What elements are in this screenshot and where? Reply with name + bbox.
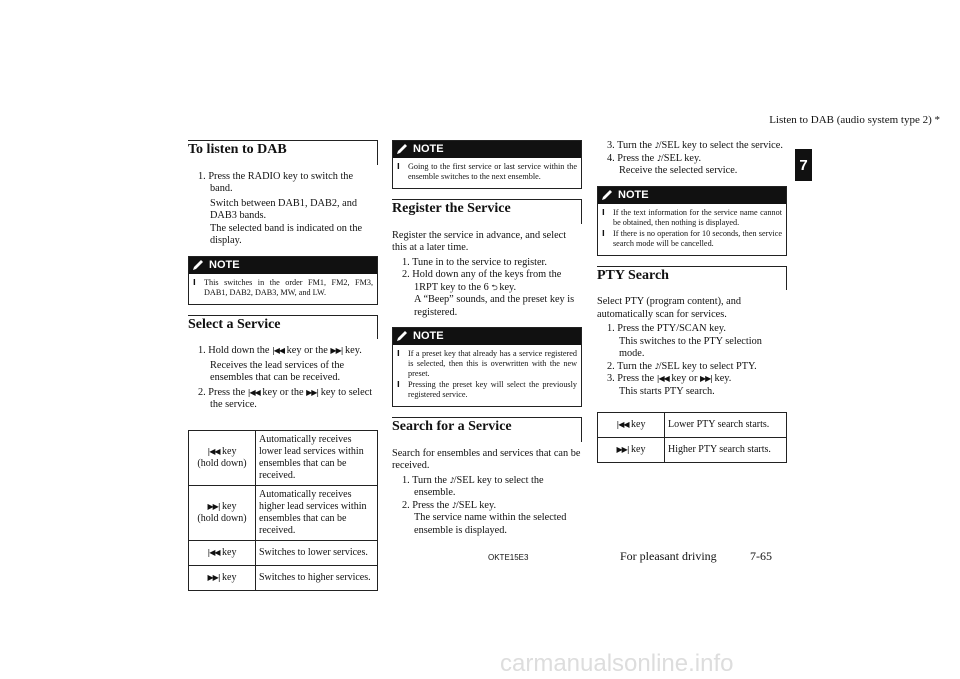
doc-code: OKTE15E3 (488, 553, 529, 562)
t: key (631, 419, 646, 430)
register-intro: Register the service in advance, and select this at a later time. (392, 229, 567, 253)
dial-icon: ♪ (654, 141, 659, 150)
dial-icon: ♪ (654, 361, 659, 371)
skip-forward-icon: ▶▶| (306, 387, 319, 397)
note-header (393, 141, 581, 158)
t: 3. Press the (607, 373, 655, 384)
skip-back-icon: |◀◀ (656, 374, 669, 383)
bullet-icon: l (602, 228, 605, 238)
note-text: If there is no operation for 10 seconds, then service search mode will be cancelled. (613, 228, 782, 248)
note-text: This switches in the order FM1, FM2, FM3, DAB1, DAB2, DAB3, MW, and LW. (204, 277, 373, 297)
t: 1. Hold down the (198, 345, 270, 356)
search-step-2 (392, 500, 582, 513)
note-text: Going to the first service or last service within the ensemble switches to the next ensemble. (408, 162, 577, 181)
table-row (189, 430, 378, 485)
t: /SEL key to select the service. (658, 140, 783, 151)
note-text: If the text information for the service name cannot be obtained, then nothing is displayed. (613, 207, 782, 227)
bullet-icon: l (602, 207, 605, 217)
skip-back-icon: |◀◀ (616, 420, 629, 429)
key-cell (189, 540, 256, 565)
t: (hold down) (197, 512, 247, 524)
t: /SEL key to select the ensemble. (414, 474, 544, 498)
pty-intro: Select PTY (program content), and automatically scan for services. (597, 296, 742, 320)
register-step-2-desc: A “Beep” sounds, and the preset key is registered. (414, 294, 575, 318)
skip-back-icon: |◀◀ (247, 387, 260, 397)
t: key (222, 571, 237, 583)
note-box (392, 327, 582, 407)
table-row (189, 540, 378, 565)
search-step-4 (597, 153, 787, 166)
t: key. (714, 373, 732, 384)
pty-step-1-desc: This switches to the PTY selection mode. (619, 335, 762, 359)
bullet-icon: l (397, 349, 400, 358)
note-box (597, 186, 787, 256)
desc-cell: Switches to higher services. (256, 565, 378, 590)
bullet-icon: l (193, 277, 196, 287)
note-header (189, 257, 377, 274)
skip-forward-icon: ▶▶| (699, 374, 712, 383)
pencil-icon (191, 259, 206, 272)
t: key or the (286, 345, 328, 356)
search-step-4-desc: Receive the selected service. (619, 165, 738, 176)
select-service-table (188, 430, 378, 591)
t: key (222, 500, 237, 512)
running-header: Listen to DAB (audio system type 2) * (769, 114, 940, 126)
bullet-icon: l (397, 380, 400, 389)
step-cont: The selected band is indicated on the display. (210, 222, 363, 246)
t: 2. Hold down any of the keys from the 1RPT key to the 6 (402, 269, 562, 293)
t: 3. Turn the (607, 140, 652, 151)
dial-icon: ♪ (656, 153, 661, 163)
chapter-tab: 7 (795, 149, 812, 181)
note-box (188, 256, 378, 305)
desc-cell: Higher PTY search starts. (665, 438, 787, 463)
desc-cell: Lower PTY search starts. (665, 413, 787, 438)
skip-forward-icon: ▶▶| (207, 501, 220, 511)
desc-cell: Switches to lower services. (256, 540, 378, 565)
watermark: carmanualsonline.info (500, 650, 734, 677)
skip-back-icon: |◀◀ (272, 346, 285, 355)
table-row (189, 565, 378, 590)
note-label: NOTE (413, 330, 444, 343)
skip-back-icon: |◀◀ (207, 446, 220, 456)
key-cell (598, 413, 665, 438)
t: key or the (262, 386, 304, 398)
t: 2. Turn the (607, 360, 652, 372)
dial-icon: ♪ (451, 500, 456, 510)
note-text: Pressing the preset key will select the previously registered service. (408, 380, 577, 399)
step-cont: Switch between DAB1, DAB2, and DAB3 bands. (210, 197, 357, 221)
t: /SEL key. (455, 499, 497, 511)
search-intro: Search for ensembles and services that can be received. (392, 447, 581, 471)
t: 4. Press the (607, 152, 655, 164)
column-1 (188, 140, 378, 591)
heading-pty-search: PTY Search (597, 266, 787, 291)
bullet-icon: l (397, 162, 400, 171)
register-step-1: 1. Tune in to the service to register. (402, 256, 547, 268)
pty-step-3 (597, 373, 787, 386)
pty-step-2 (597, 361, 787, 374)
note-header (598, 187, 786, 204)
heading-register-service: Register the Service (392, 199, 582, 224)
note-box (392, 140, 582, 189)
t: key. (345, 345, 362, 356)
chapter-name: For pleasant driving (620, 549, 717, 563)
search-step-1 (392, 475, 582, 500)
pencil-icon (395, 143, 410, 156)
pty-table (597, 412, 787, 463)
t: /SEL key to select PTY. (658, 360, 757, 372)
t: key to select the service. (210, 386, 373, 410)
skip-forward-icon: ▶▶| (616, 445, 629, 454)
column-3 (597, 140, 787, 463)
note-text: If a preset key that already has a service registered is selected, then this is overwritten with the new preset. (408, 349, 577, 378)
t: /SEL key. (660, 152, 702, 164)
t: key (631, 444, 646, 455)
column-2 (392, 140, 582, 537)
note-label: NOTE (618, 188, 649, 201)
return-arrow-icon: ⮌ (491, 282, 497, 292)
t: 1. Turn the (402, 474, 447, 486)
key-cell (189, 485, 256, 540)
table-row (598, 413, 787, 438)
table-row (598, 438, 787, 463)
desc-cell: Automatically receives lower lead services within ensembles that can be received. (256, 430, 378, 485)
note-label: NOTE (413, 143, 444, 156)
select-step-1 (188, 345, 378, 358)
heading-search-service: Search for a Service (392, 417, 582, 442)
t: key (222, 546, 237, 558)
pty-step-3-desc: This starts PTY search. (619, 385, 715, 397)
step-num: 1. (198, 170, 206, 182)
select-step-1-desc: Receives the lead services of the ensembles that can be received. (210, 359, 345, 383)
key-cell (189, 565, 256, 590)
register-step-2 (392, 269, 582, 294)
note-header (393, 328, 581, 345)
table-row (189, 485, 378, 540)
pencil-icon (600, 189, 615, 202)
step-text: Press the RADIO key to switch the band. (208, 170, 354, 194)
select-step-2 (188, 387, 378, 412)
pencil-icon (395, 330, 410, 343)
pty-step-1: 1. Press the PTY/SCAN key. (607, 323, 726, 334)
key-cell (598, 438, 665, 463)
skip-forward-icon: ▶▶| (330, 346, 343, 355)
heading-to-listen-dab: To listen to DAB (188, 140, 378, 165)
key-cell (189, 430, 256, 485)
t: key (222, 445, 237, 457)
t: 2. Press the (402, 499, 450, 511)
search-step-2-desc: The service name within the selected ensemble is displayed. (414, 512, 567, 536)
t: 2. Press the (198, 386, 246, 398)
t: (hold down) (197, 457, 247, 469)
note-label: NOTE (209, 258, 240, 271)
skip-back-icon: |◀◀ (207, 547, 220, 557)
page-number: 7-65 (750, 549, 772, 563)
dial-icon: ♪ (449, 475, 454, 485)
search-step-3 (597, 140, 787, 153)
t: key or (671, 373, 698, 384)
t: key. (499, 281, 517, 293)
step-1-text (188, 171, 378, 196)
heading-select-service: Select a Service (188, 315, 378, 340)
skip-forward-icon: ▶▶| (207, 572, 220, 582)
desc-cell: Automatically receives higher lead services within ensembles that can be received. (256, 485, 378, 540)
